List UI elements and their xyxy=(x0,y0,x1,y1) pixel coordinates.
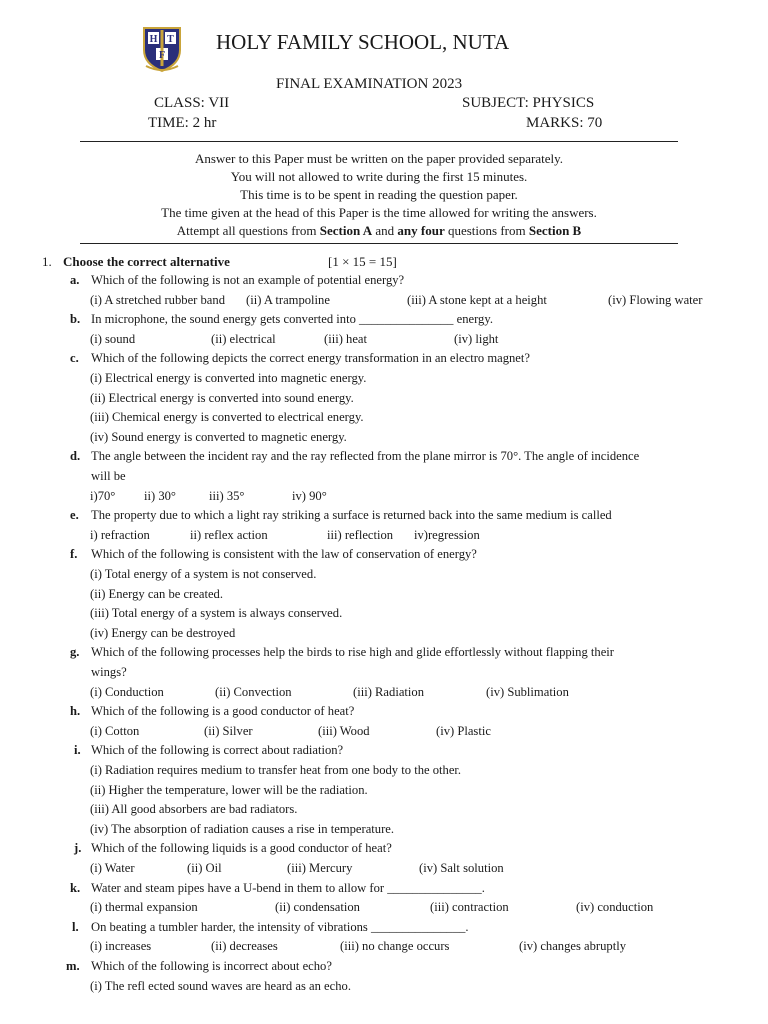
answer-option: i) refraction xyxy=(90,527,150,542)
answer-option: (i) The refl ected sound waves are heard as an echo. xyxy=(90,978,351,993)
answer-option: (iii) Mercury xyxy=(287,861,353,875)
question-number: 1. xyxy=(42,254,52,269)
instructions-block xyxy=(80,150,678,240)
answer-option: (iv) changes abruptly xyxy=(519,939,627,954)
answer-option: (iii) Chemical energy is converted to electrical energy. xyxy=(90,410,364,425)
answer-option: (ii) electrical xyxy=(211,331,276,346)
answer-option: (ii) Oil xyxy=(187,861,222,875)
marks-label: MARKS: 70 xyxy=(526,115,603,131)
question-text: On beating a tumbler harder, the intensity of vibrations _______________. xyxy=(91,919,469,934)
question-text: Which of the following is not an example of potential energy? xyxy=(91,273,405,287)
question-letter: m. xyxy=(66,959,80,973)
class-label: CLASS: VII xyxy=(154,95,230,111)
answer-option: ii) reflex action xyxy=(190,527,268,542)
answer-option: (iv) Sound energy is converted to magnetic energy. xyxy=(90,429,347,444)
answer-option: (ii) Energy can be created. xyxy=(90,586,223,601)
question-letter: k. xyxy=(70,880,81,895)
question-text: Which of the following liquids is a good conductor of heat? xyxy=(91,841,392,856)
answer-option: (i) Electrical energy is converted into magnetic energy. xyxy=(90,371,367,385)
time-label: TIME: 2 hr xyxy=(148,115,217,131)
answer-option: i)70° xyxy=(90,488,116,503)
question-text: Which of the following processes help the birds to rise high and glide effortlessly without flapping their xyxy=(91,645,614,660)
answer-option: (i) Radiation requires medium to transfer heat from one body to the other. xyxy=(90,763,462,777)
answer-option: (iv) conduction xyxy=(576,900,654,915)
question-letter: c. xyxy=(70,351,79,366)
question-text: The angle between the incident ray and the ray reflected from the plane mirror is 70°. The angle of incidence xyxy=(91,449,640,464)
question-letter: a. xyxy=(70,273,80,287)
school-crest-logo xyxy=(138,24,186,74)
answer-option: (i) Total energy of a system is not conserved. xyxy=(90,567,317,581)
question-text: Which of the following is correct about radiation? xyxy=(91,743,344,758)
instruction-line: You will not allowed to write during the first 15 minutes. xyxy=(230,169,528,184)
answer-option: iii) 35° xyxy=(209,488,245,503)
question-text: Which of the following depicts the correct energy transformation in an electro magnet? xyxy=(91,351,530,366)
answer-option: (i) Cotton xyxy=(90,723,140,738)
answer-option: (iv) Plastic xyxy=(436,723,491,738)
question-text-cont: wings? xyxy=(91,665,127,679)
svg-text:T: T xyxy=(167,34,174,45)
question-letter: g. xyxy=(70,645,80,660)
answer-option: (iii) no change occurs xyxy=(340,939,450,954)
answer-option: (iii) contraction xyxy=(430,900,509,915)
instruction-line: Answer to this Paper must be written on the paper provided separately. xyxy=(194,151,564,166)
answer-option: (ii) Electrical energy is converted into sound energy. xyxy=(90,390,354,405)
question-text: In microphone, the sound energy gets converted into _______________ energy. xyxy=(91,312,493,327)
answer-option: (i) A stretched rubber band xyxy=(90,292,225,307)
question-text: Which of the following is incorrect about echo? xyxy=(91,959,332,973)
question-text: The property due to which a light ray striking a surface is returned back into the same medium is called xyxy=(91,508,612,523)
question-letter: d. xyxy=(70,449,81,464)
question-letter: e. xyxy=(70,508,79,523)
answer-option: (i) increases xyxy=(90,939,152,954)
answer-option: (iv) Flowing water xyxy=(608,292,703,307)
question-marks: [1 × 15 = 15] xyxy=(328,254,397,269)
instruction-line: This time is to be spent in reading the question paper. xyxy=(240,187,518,202)
question-text-cont: will be xyxy=(91,469,126,483)
answer-option: (i) thermal expansion xyxy=(90,900,198,915)
question-letter: l. xyxy=(72,919,79,934)
answer-option: (iii) A stone kept at a height xyxy=(407,292,547,307)
answer-option: (iii) Radiation xyxy=(353,684,424,699)
answer-option: (i) Water xyxy=(90,861,135,875)
answer-option: (iv) The absorption of radiation causes a rise in temperature. xyxy=(90,821,395,836)
question-letter: j. xyxy=(74,841,82,856)
answer-option: (i) sound xyxy=(90,331,136,346)
subject-label: SUBJECT: PHYSICS xyxy=(462,95,595,111)
answer-option: (ii) Convection xyxy=(215,684,292,699)
answer-option: (iv) Sublimation xyxy=(486,684,569,699)
answer-option: (ii) condensation xyxy=(275,900,360,915)
answer-option: (iv) light xyxy=(454,331,499,346)
answer-option: iv)regression xyxy=(414,527,480,542)
exam-title: FINAL EXAMINATION 2023 xyxy=(276,76,463,92)
school-name: HOLY FAMILY SCHOOL, NUTA xyxy=(216,30,510,54)
instruction-line: The time given at the head of this Paper is the time allowed for writing the answers. xyxy=(161,205,597,220)
question-text: Which of the following is a good conductor of heat? xyxy=(91,704,355,719)
answer-option: (ii) Higher the temperature, lower will be the radiation. xyxy=(90,782,368,797)
question-title: Choose the correct alternative xyxy=(63,254,230,269)
answer-option: iv) 90° xyxy=(292,488,327,503)
instructions-divider xyxy=(80,243,678,244)
answer-option: (iv) Salt solution xyxy=(419,861,504,875)
answer-option: (iii) heat xyxy=(324,331,368,346)
answer-option: (iv) Energy can be destroyed xyxy=(90,625,236,640)
answer-option: (iii) All good absorbers are bad radiators. xyxy=(90,802,298,817)
question-letter: h. xyxy=(70,704,81,719)
instruction-line: Attempt all questions from Section A and any four questions from Section B xyxy=(176,223,582,238)
answer-option: (iii) Wood xyxy=(318,723,370,738)
header-divider xyxy=(80,141,678,142)
answer-option: (ii) Silver xyxy=(204,723,253,738)
answer-option: (i) Conduction xyxy=(90,684,164,699)
svg-text:F: F xyxy=(158,50,166,61)
answer-option: (ii) A trampoline xyxy=(246,292,330,307)
question-text: Water and steam pipes have a U-bend in them to allow for _______________. xyxy=(91,880,485,895)
svg-text:H: H xyxy=(149,34,158,45)
question-text: Which of the following is consistent with the law of conservation of energy? xyxy=(91,547,477,562)
answer-option: iii) reflection xyxy=(327,527,394,542)
question-letter: f. xyxy=(70,547,78,562)
answer-option: ii) 30° xyxy=(144,488,176,503)
answer-option: (iii) Total energy of a system is always conserved. xyxy=(90,606,343,621)
answer-option: (ii) decreases xyxy=(211,939,278,954)
question-letter: i. xyxy=(74,743,81,758)
question-letter: b. xyxy=(70,312,81,327)
